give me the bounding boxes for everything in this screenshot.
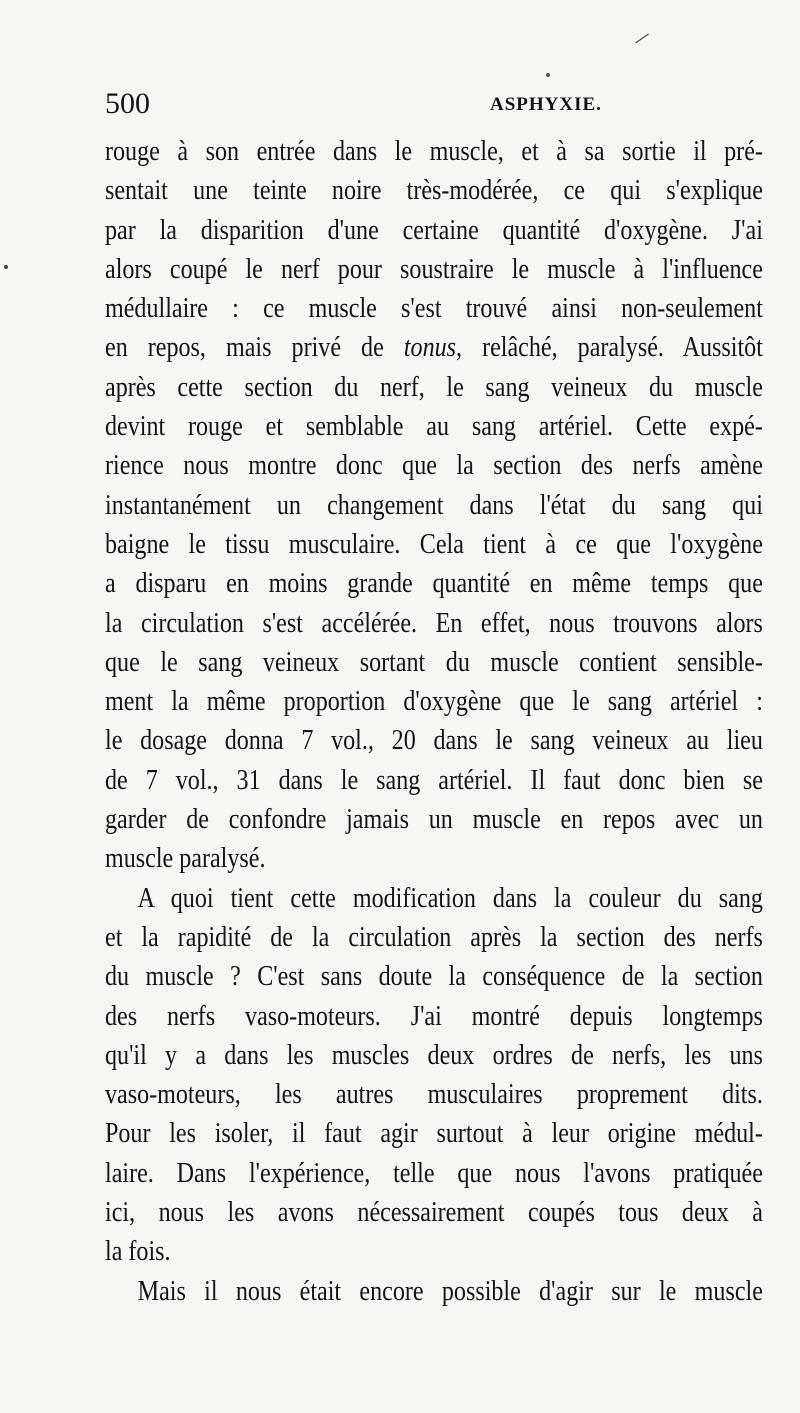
text-line <box>105 328 763 367</box>
text-line: ment la même proportion d'oxygène que le sang artériel : <box>105 686 763 718</box>
text-line: du muscle ? C'est sans doute la conséquence de la section <box>105 961 763 993</box>
text-segment: en repos, mais privé de <box>105 332 384 364</box>
italic-word: tonus <box>403 332 457 364</box>
running-title: ASPHYXIE. <box>490 94 602 115</box>
text-segment: , relâché, paralysé. Aussitôt <box>456 332 763 364</box>
text-line: A quoi tient cette modification dans la couleur du sang <box>137 882 763 914</box>
body-text <box>105 132 763 1311</box>
text-line: instantanément un changement dans l'état du sang qui <box>105 489 763 521</box>
text-line: muscle paralysé. <box>105 843 266 875</box>
text-line: Pour les isoler, il faut agir surtout à leur origine médul- <box>105 1118 763 1150</box>
text-line: rouge à son entrée dans le muscle, et à sa sortie il pré- <box>105 136 763 167</box>
pen-mark <box>635 34 649 44</box>
text-line: par la disparition d'une certaine quantité d'oxygène. J'ai <box>105 214 763 246</box>
page-header <box>105 84 765 124</box>
text-line: ici, nous les avons nécessairement coupés tous deux à <box>105 1197 763 1229</box>
text-line: et la rapidité de la circulation après la section des nerfs <box>105 921 763 953</box>
text-line: alors coupé le nerf pour soustraire le muscle à l'influence <box>105 253 763 285</box>
text-line: sentait une teinte noire très-modérée, ce qui s'explique <box>105 175 763 207</box>
text-line: que le sang veineux sortant du muscle contient sensible- <box>105 646 763 678</box>
text-line: Mais il nous était encore possible d'agir sur le muscle <box>137 1275 763 1307</box>
text-line: le dosage donna 7 vol., 20 dans le sang veineux au lieu <box>105 725 763 757</box>
text-line: a disparu en moins grande quantité en même temps que <box>105 568 763 600</box>
speck-mark <box>4 265 8 269</box>
text-line: de 7 vol., 31 dans le sang artériel. Il faut donc bien se <box>105 764 763 796</box>
speck-mark <box>546 73 550 77</box>
text-line: après cette section du nerf, le sang veineux du muscle <box>105 371 763 403</box>
text-line: garder de confondre jamais un muscle en repos avec un <box>105 804 763 836</box>
text-line: qu'il y a dans les muscles deux ordres de nerfs, les uns <box>105 1039 763 1071</box>
text-line: vaso-moteurs, les autres musculaires proprement dits. <box>105 1079 763 1111</box>
text-line: des nerfs vaso-moteurs. J'ai montré depuis longtemps <box>105 1000 763 1032</box>
text-line: médullaire : ce muscle s'est trouvé ainsi non-seulement <box>105 293 763 325</box>
text-line: la fois. <box>105 1236 171 1268</box>
page-number: 500 <box>105 87 150 120</box>
text-line: devint rouge et semblable au sang artériel. Cette expé- <box>105 411 763 443</box>
text-line: laire. Dans l'expérience, telle que nous l'avons pratiquée <box>105 1157 763 1189</box>
text-line: la circulation s'est accélérée. En effet, nous trouvons alors <box>105 607 763 639</box>
text-line: rience nous montre donc que la section des nerfs amène <box>105 450 763 482</box>
text-line: baigne le tissu musculaire. Cela tient à ce que l'oxygène <box>105 528 763 560</box>
